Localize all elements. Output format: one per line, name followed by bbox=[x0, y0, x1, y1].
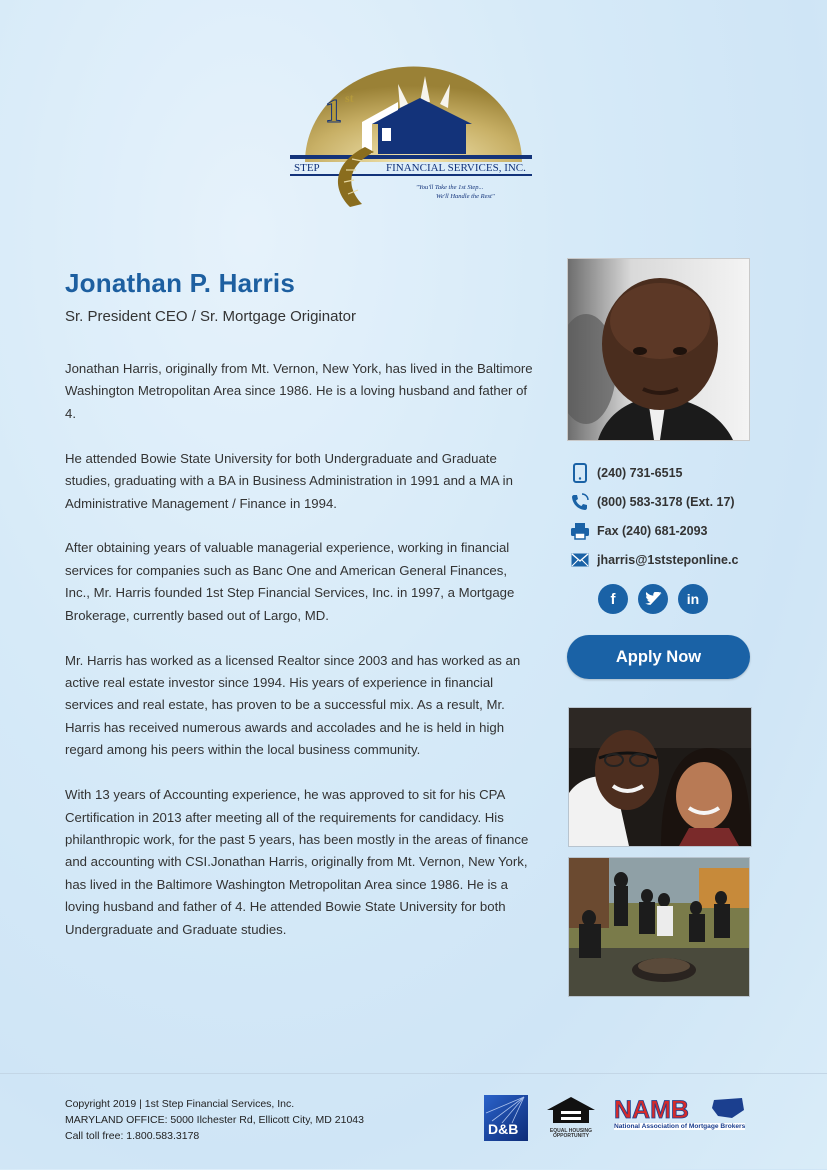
equal-housing-badge bbox=[545, 1096, 597, 1139]
bio-paragraph: Mr. Harris has worked as a licensed Realtor since 2003 and has worked as an active real estate investor since 1994. His years of experience in financial services and real estate, has proven to be a successful mix. As a result, Mr. Harris has received numerous awards and accolades and he is held in high regard among his peers within the local business community. bbox=[65, 652, 521, 758]
contact-email[interactable]: jharris@1ststeponline.c bbox=[597, 552, 739, 567]
footer-tollfree[interactable]: Call toll free: 1.800.583.3178 bbox=[65, 1130, 200, 1142]
facebook-glyph: f bbox=[610, 590, 616, 608]
envelope-icon bbox=[570, 550, 590, 570]
linkedin-icon[interactable] bbox=[678, 584, 708, 614]
dnb-text: D&B bbox=[488, 1121, 519, 1137]
bio-paragraph: He attended Bowie State University for both Undergraduate and Graduate studies, graduating with a BA in Business Administration in 1991 and a MA in Administrative Management / Finance in 1994. bbox=[65, 450, 513, 511]
contact-mobile[interactable]: (240) 731-6515 bbox=[597, 465, 683, 480]
facebook-icon[interactable] bbox=[598, 584, 628, 614]
logo-company-text: FINANCIAL SERVICES, INC. bbox=[386, 162, 526, 174]
footer-copyright: Copyright 2019 | 1st Step Financial Services, Inc. bbox=[65, 1098, 295, 1110]
twitter-icon[interactable] bbox=[638, 584, 668, 614]
bio-paragraph: Jonathan Harris, originally from Mt. Vernon, New York, has lived in the Baltimore Washington Metropolitan Area since 1986. He is a loving husband and father of 4. bbox=[65, 361, 533, 421]
contact-row-mobile[interactable] bbox=[570, 458, 750, 487]
printer-icon bbox=[570, 521, 590, 541]
couple-photo bbox=[568, 707, 752, 847]
contact-row-email[interactable] bbox=[570, 545, 750, 574]
dnb-badge bbox=[484, 1095, 528, 1141]
profile-name: Jonathan P. Harris bbox=[65, 268, 295, 298]
profile-title: Sr. President CEO / Sr. Mortgage Originator bbox=[65, 308, 356, 325]
company-logo[interactable] bbox=[290, 62, 535, 210]
bio-paragraph: With 13 years of Accounting experience, he was approved to sit for his CPA Certification in 2013 after meeting all of the requirements for candidacy. His philanthropic work, for the past 5 years, has been mostly in the areas of finance and accounting with CSI.Jonathan Harris, originally from Mt. Vernon, New York, has lived in the Baltimore Washington Metropolitan Area since 1986. He is a loving husband and father of 4. He attended Bowie State University for both Undergraduate and Graduate studies. bbox=[65, 787, 529, 937]
profile-photo bbox=[567, 258, 750, 441]
contact-row-phone[interactable] bbox=[570, 487, 750, 516]
logo-step-text: STEP bbox=[294, 162, 320, 174]
namb-badge bbox=[614, 1096, 745, 1134]
phone-icon bbox=[570, 492, 590, 512]
contact-row-fax bbox=[570, 516, 750, 545]
footer-info bbox=[65, 1096, 364, 1144]
apply-now-button[interactable]: Apply Now bbox=[567, 635, 750, 679]
logo-tagline-2: We'll Handle the Rest" bbox=[436, 193, 495, 200]
bio-section bbox=[65, 358, 535, 963]
footer bbox=[0, 1073, 827, 1170]
mobile-phone-icon bbox=[570, 463, 590, 483]
linkedin-glyph: in bbox=[686, 591, 700, 607]
contact-fax: Fax (240) 681-2093 bbox=[597, 523, 708, 538]
contact-list bbox=[570, 458, 750, 574]
eho-line-1: EQUAL HOUSING bbox=[549, 1128, 593, 1134]
logo-superscript: st bbox=[345, 91, 354, 105]
contact-phone[interactable]: (800) 583-3178 (Ext. 17) bbox=[597, 494, 735, 509]
social-links bbox=[598, 584, 708, 614]
logo-tagline-1: "You'll Take the 1st Step... bbox=[416, 184, 484, 191]
group-photo bbox=[568, 857, 750, 997]
namb-subtitle: National Association of Mortgage Brokers bbox=[614, 1123, 745, 1130]
logo-numeral: 1 bbox=[325, 93, 342, 130]
footer-office-address: MARYLAND OFFICE: 5000 Ilchester Rd, Ellicott City, MD 21043 bbox=[65, 1114, 364, 1126]
eho-line-2: OPPORTUNITY bbox=[552, 1133, 590, 1139]
namb-text: NAMB bbox=[614, 1096, 689, 1122]
bio-paragraph: After obtaining years of valuable managerial experience, working in financial services for companies such as Banc One and American General Finances, Inc., Mr. Harris founded 1st Step Financial Services, Inc. in 1997, a Mortgage Brokerage, currently based out of Largo, MD. bbox=[65, 540, 515, 623]
